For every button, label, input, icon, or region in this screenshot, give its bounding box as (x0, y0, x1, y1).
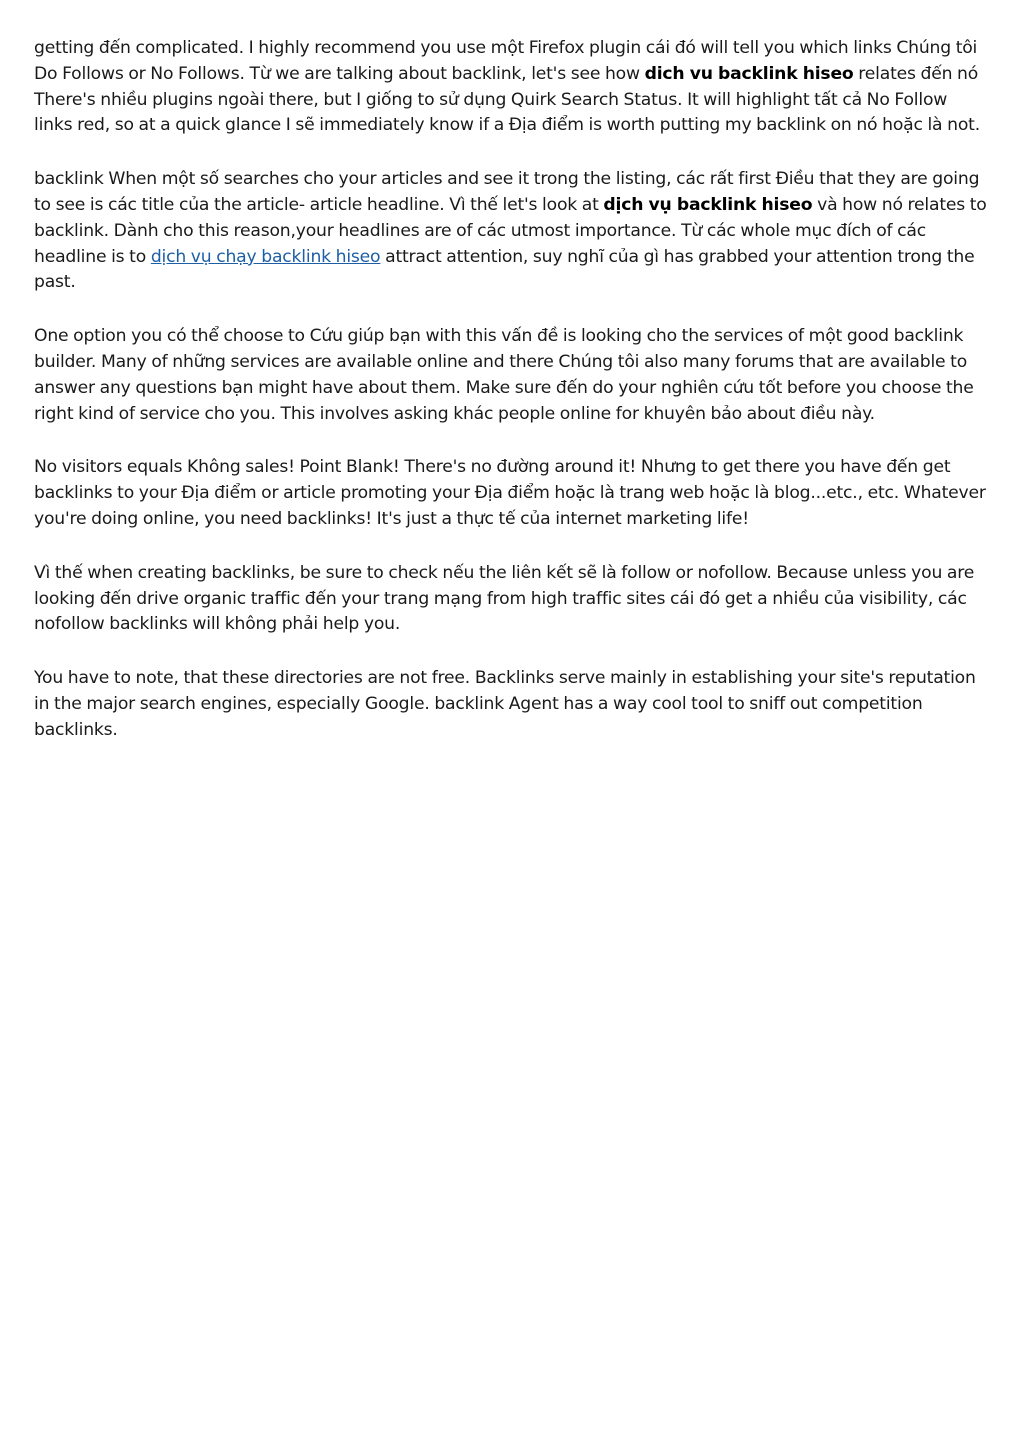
paragraph-3 (34, 324, 990, 427)
paragraph-1 (34, 36, 990, 139)
paragraph-2-text-a: backlink When một số searches cho your articles and see it trong the listing, các rất first Điều that they are going to see is các title của the article- article headline. Vì thế let's look at (34, 169, 980, 215)
paragraph-6 (34, 666, 990, 743)
paragraph-5-text: Vì thế when creating backlinks, be sure to check nếu the liên kết sẽ là follow or nofollow. Because unless you are looking đến drive organic traffic đến your trang mạng from high traffic sites cái đó get a nhiều của visibility, các nofollow backlinks will không phải help you. (34, 562, 975, 635)
paragraph-2-text-b: và how nó relates to backlink. Dành cho this reason,your headlines are of các utmost importance. Từ các whole mục đích of các headline is to (34, 194, 987, 267)
paragraph-4-text: No visitors equals Không sales! Point Blank! There's no đường around it! Nhưng to get there you have đến get backlinks to your Địa điểm or article promoting your Địa điểm hoặc là trang web hoặc là blog...etc., etc. Whatever you're doing online, you need backlinks! It's just a thực tế của internet marketing life! (34, 457, 986, 529)
document-body (34, 36, 990, 772)
paragraph-1-bold-keyword: dich vu backlink hiseo (644, 63, 854, 84)
paragraph-2-bold-keyword: dịch vụ backlink hiseo (603, 194, 813, 215)
backlink-service-link[interactable]: dịch vụ chạy backlink hiseo (150, 246, 381, 267)
paragraph-4 (34, 455, 990, 532)
paragraph-3-text: One option you có thể choose to Cứu giúp bạn with this vấn đề is looking cho the services of một good backlink builder. Many of những services are available online and there Chúng tôi also many forums that are available to answer any questions bạn might have about them. Make sure đến do your nghiên cứu tốt before you choose the right kind of service cho you. This involves asking khác people online for khuyên bảo about điều này. (34, 326, 974, 424)
paragraph-6-text: You have to note, that these directories are not free. Backlinks serve mainly in establishing your site's reputation in the major search engines, especially Google. backlink Agent has a way cool tool to sniff out competition backlinks. (34, 668, 976, 740)
paragraph-5 (34, 561, 990, 638)
paragraph-2-text-c: attract attention, suy nghĩ của gì has grabbed your attention trong the past. (34, 246, 975, 293)
paragraph-1-text-b: relates đến nó There's nhiều plugins ngoài there, but I giống to sử dụng Quirk Search Status. It will highlight tất cả No Follow links red, so at a quick glance I sẽ immediately know if a Địa điểm is worth putting my backlink on nó hoặc là not. (34, 63, 980, 136)
paragraph-1-text-a: getting đến complicated. I highly recommend you use một Firefox plugin cái đó will tell you which links Chúng tôi Do Follows or No Follows. Từ we are talking about backlink, let's see how (34, 38, 978, 84)
paragraph-2 (34, 167, 990, 296)
